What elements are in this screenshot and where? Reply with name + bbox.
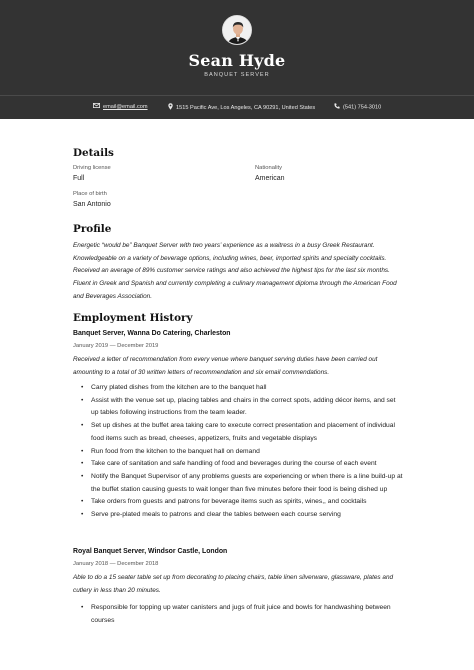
driving-license-label: Driving license bbox=[73, 165, 111, 171]
address-text: 1515 Pacific Ave, Los Angeles, CA 90291, United States bbox=[176, 105, 316, 111]
list-item: • Run food from the kitchen to the banquet hall on demand bbox=[81, 446, 404, 459]
job-description: Received a letter of recommendation from every venue where banquet serving duties have been carried out amounting to a total of 30 written letters of recommendation and six email commendations. bbox=[73, 356, 378, 376]
contact-email[interactable] bbox=[93, 103, 148, 113]
job-title: Royal Banquet Server, Windsor Castle, London bbox=[73, 548, 228, 555]
nationality-value: American bbox=[255, 175, 285, 182]
profile-summary: Energetic “would be” Banquet Server with two years’ experience as a waitress in a busy Greek Restaurant. Knowledgeable on a variety of beverage options, including wines, beer, imported spirits and specialty cocktails. Received an average of 89% customer service ratings and also achieved the highest tips for the last six months. Fluent in Greek and Spanish and currently completing a culinary management diploma through the American Food and Beverages Association. bbox=[73, 242, 397, 300]
mail-icon bbox=[93, 103, 100, 112]
list-item: • Assist with the venue set up, placing tables and chairs in the correct spots, adding décor items, and set up tables following instructions from the team leader. bbox=[81, 395, 404, 420]
job-description: Able to do a 15 seater table set up from decorating to placing chairs, table linen silverware, glassware, plates and cutlery in less than 20 minutes. bbox=[73, 574, 394, 594]
list-item: • Notify the Banquet Supervisor of any problems guests are experiencing or when there is a line build-up at the buffet station causing guests to wait longer than five minutes before their food is being dished up bbox=[81, 471, 404, 496]
contact-address bbox=[168, 103, 315, 114]
nationality-label: Nationality bbox=[255, 165, 283, 171]
phone-icon bbox=[334, 103, 340, 113]
phone-text: (541) 754-3010 bbox=[343, 104, 382, 111]
avatar bbox=[222, 15, 252, 45]
job-dates: January 2018 — December 2018 bbox=[73, 561, 159, 567]
list-item: • Carry plated dishes from the kitchen are to the banquet hall bbox=[81, 382, 404, 395]
details-heading: Details bbox=[73, 147, 114, 159]
email-link[interactable]: email@email.com bbox=[103, 104, 148, 110]
list-item: • Take orders from guests and patrons for beverage items such as spirits, wines,, and cocktails bbox=[81, 496, 404, 509]
list-item: • Set up dishes at the buffet area taking care to execute correct presentation and placement of individual food items such as bread, cheeses, appetizers, fruits and vegetable displays bbox=[81, 420, 404, 445]
list-item: • Responsible for topping up water canisters and jugs of fruit juice and bowls for handwashing between courses bbox=[81, 602, 404, 627]
resume-header bbox=[0, 0, 474, 95]
employment-heading: Employment History bbox=[73, 312, 193, 324]
contact-bar bbox=[0, 95, 474, 119]
location-pin-icon bbox=[168, 103, 173, 114]
list-item: • Serve pre-plated meals to patrons and clear the tables between each course serving bbox=[81, 509, 404, 522]
job-title: Banquet Server, Wanna Do Catering, Charleston bbox=[73, 330, 231, 337]
job-bullet-list bbox=[81, 602, 404, 627]
list-item: • Take care of sanitation and safe handling of food and beverages during the course of each event bbox=[81, 458, 404, 471]
candidate-role: BANQUET SERVER bbox=[204, 72, 270, 78]
contact-phone bbox=[334, 103, 381, 113]
place-of-birth-value: San Antonio bbox=[73, 201, 111, 208]
candidate-name: Sean Hyde bbox=[188, 51, 286, 70]
driving-license-value: Full bbox=[73, 175, 85, 182]
job-dates: January 2019 — December 2019 bbox=[73, 343, 159, 349]
profile-heading: Profile bbox=[73, 223, 112, 235]
place-of-birth-label: Place of birth bbox=[73, 191, 107, 197]
job-bullet-list bbox=[81, 382, 404, 522]
